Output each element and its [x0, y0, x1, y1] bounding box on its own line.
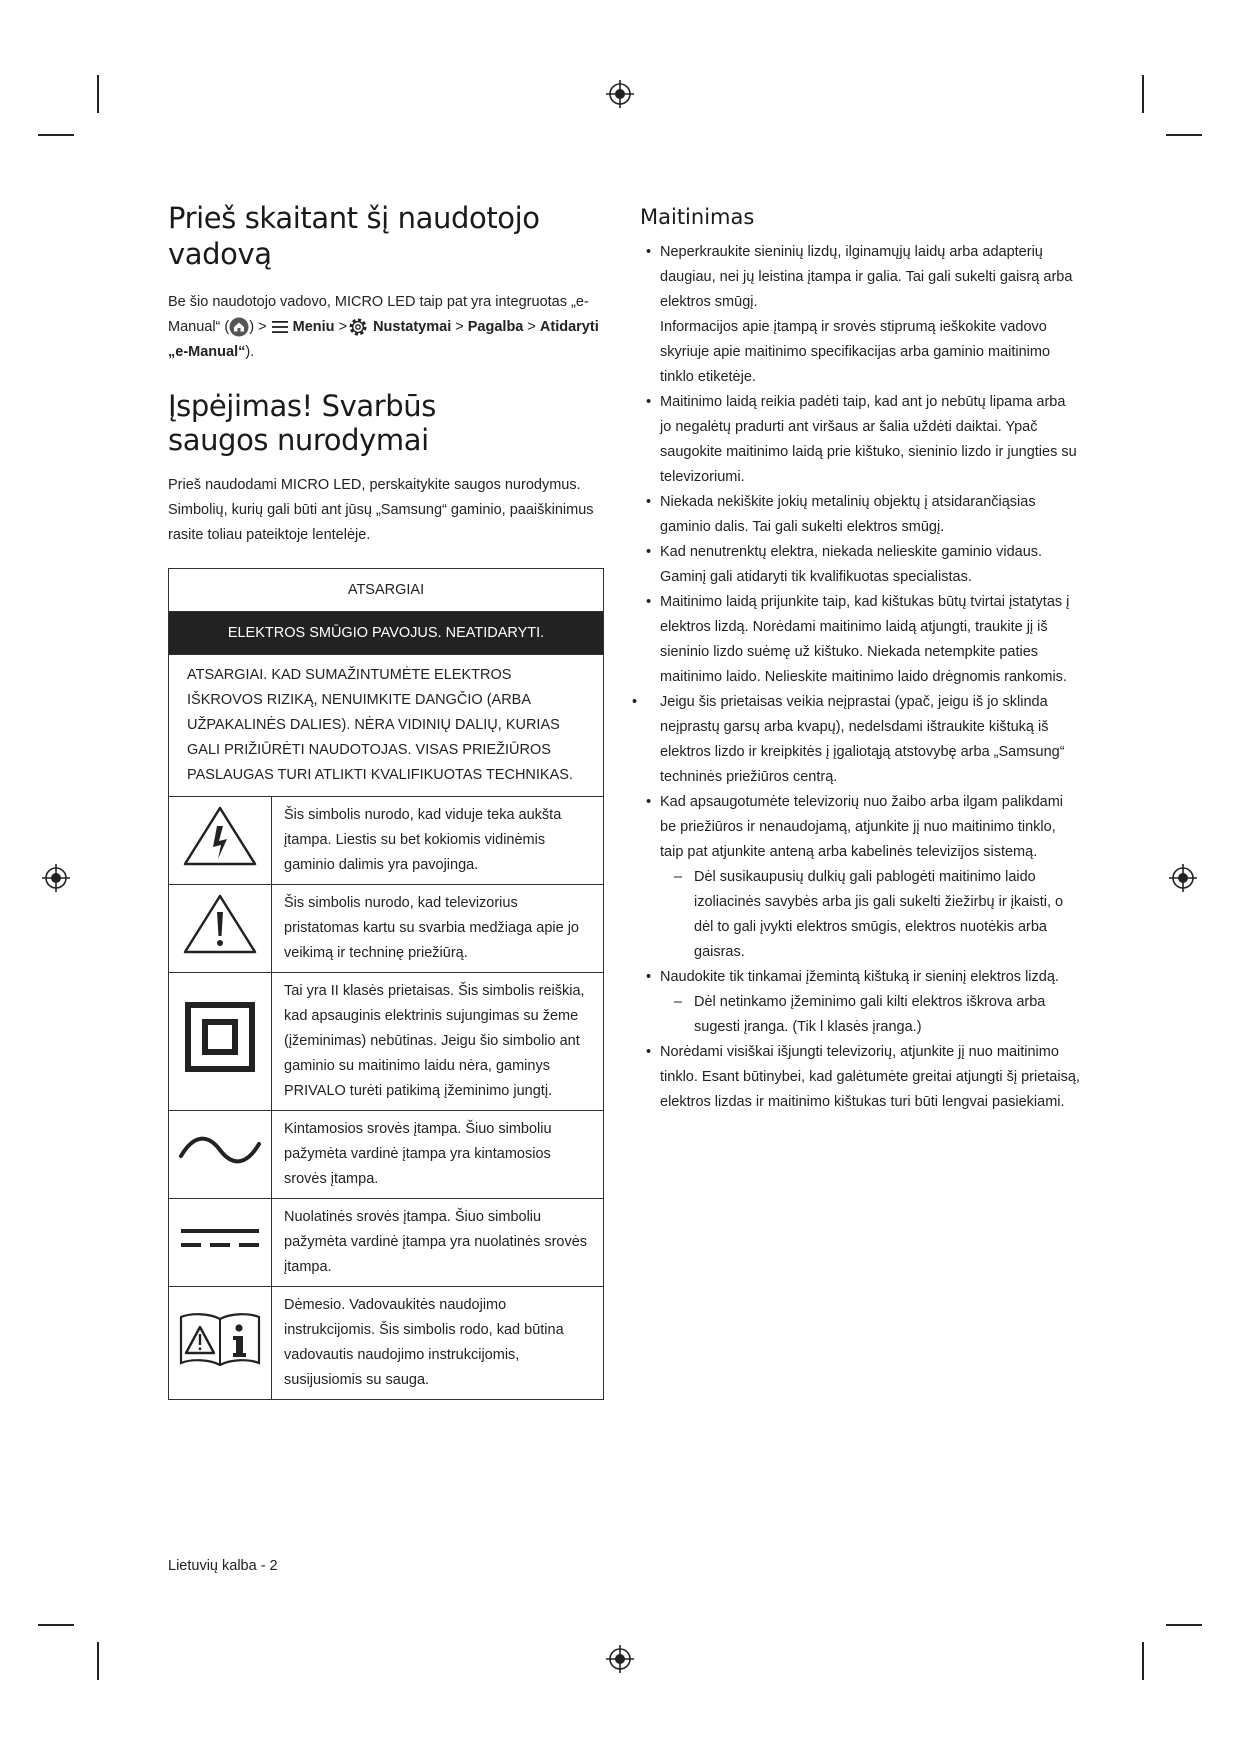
- list-item: • Kad apsaugotumėte televizorių nuo žaibo arba ilgam palikdami be priežiūros ir nenaudojamą, atjunkite jį nuo maitinimo tinklo, taip pat atjunkite anteną arba kabelinės televizijos sistemą. – Dėl susikaupusių dulkių gali pablogėti maitinimo laido izoliacinės savybės arba jis gali sukelti žiežirbų ir įkaisti, o dėl to gali įvykti elektros smūgis, elektros nuotėkis arba gaisras.: [640, 790, 1080, 965]
- warning-intro: Prieš naudodami MICRO LED, perskaitykite saugos nurodymus. Simbolių, kurių gali būti ant jūsų „Samsung“ gaminio, paaiškinimus rasite toliau pateiktoje lentelėje.: [168, 477, 594, 543]
- symbol-description: Nuolatinės srovės įtampa. Šiuo simboliu pažymėta vardinė įtampa yra nuolatinės srovės įtampa.: [272, 1199, 604, 1287]
- symbol-description: Šis simbolis nurodo, kad televizorius pristatomas kartu su svarbia medžiaga apie jo veikimą ir techninę priežiūrą.: [272, 885, 604, 973]
- intro-sep: >: [527, 319, 536, 335]
- high-voltage-icon: [182, 804, 258, 868]
- intro-sep: >: [338, 319, 348, 335]
- hamburger-menu-icon: [271, 319, 289, 335]
- intro-sep: ) >: [249, 319, 267, 335]
- table-row: [169, 1287, 604, 1400]
- symbol-description: Dėmesio. Vadovaukitės naudojimo instrukcijomis. Šis simbolis rodo, kad būtina vadovautis naudojimo instrukcijomis, susijusiomis su sauga.: [272, 1287, 604, 1400]
- list-item: • Neperkraukite sieninių lizdų, ilginamųjų laidų arba adapterių daugiau, nei jų leistina įtampa ir galia. Tai gali sukelti gaisrą arba elektros smūgį. Informacijos apie įtampą ir srovės stiprumą ieškokite vadovo skyriuje apie maitinimo specifikacijas arba gaminio maitinimo tinklo etiketėje.: [640, 240, 1080, 390]
- table-row: [169, 973, 604, 1111]
- gear-icon: [347, 316, 369, 338]
- exclamation-triangle-icon: [182, 892, 258, 956]
- list-item: • Maitinimo laidą prijunkite taip, kad kištukas būtų tvirtai įstatytas į elektros lizdą. Norėdami maitinimo laidą atjungti, traukite jį iš sieninio lizdo suėmę už kištuko. Niekada netempkite paties maitinimo laido. Nelieskite maitinimo laido drėgnomis rankomis.: [640, 590, 1080, 690]
- page-footer: Lietuvių kalba - 2: [168, 1558, 278, 1574]
- list-item: • Kad nenutrenktų elektra, niekada nelieskite gaminio vidaus. Gaminį gali atidaryti tik kvalifikuotas specialistas.: [640, 540, 1080, 590]
- crop-mark: [1166, 134, 1202, 136]
- registration-mark-icon: [41, 863, 71, 893]
- table-shock-warning: ELEKTROS SMŪGIO PAVOJUS. NEATIDARYTI.: [169, 612, 604, 655]
- registration-mark-icon: [605, 1644, 635, 1674]
- power-safety-list: [640, 240, 1080, 1115]
- registration-mark-icon: [605, 79, 635, 109]
- safety-symbols-table: [168, 568, 604, 1400]
- intro-end: ).: [245, 344, 255, 360]
- list-item: • Maitinimo laidą reikia padėti taip, kad ant jo nebūtų lipama arba jo negalėtų pradurti ant viršaus ar šalia uždėti daiktai. Ypač saugokite maitinimo laidą prie kištuko, sieninio lizdo ir jungties su televizoriumi.: [640, 390, 1080, 490]
- crop-mark: [97, 1642, 99, 1680]
- read-instructions-icon: [177, 1309, 263, 1369]
- home-icon: [229, 317, 249, 337]
- table-header-caution: ATSARGIAI: [169, 569, 604, 612]
- symbol-description: Tai yra II klasės prietaisas. Šis simbolis reiškia, kad apsauginis elektrinis sujungimas su žeme (įžeminimas) nebūtinas. Jeigu šio simbolio ant gaminio su maitinimo laidu nėra, gaminys PRIVALO turėti patikimą įžeminimo jungtį.: [272, 973, 604, 1111]
- class-ii-icon: [184, 1001, 256, 1073]
- right-column: [640, 204, 1080, 1115]
- table-row: [169, 1199, 604, 1287]
- crop-mark: [1166, 1624, 1202, 1626]
- list-item: • Norėdami visiškai išjungti televizorių, atjunkite jį nuo maitinimo tinklo. Esant būtinybei, kad galėtumėte greitai atjungti šį prietaisą, elektros lizdas ir maitinimo kištukas turi būti lengvai pasiekiami.: [640, 1040, 1080, 1115]
- crop-mark: [97, 75, 99, 113]
- symbol-description: Šis simbolis nurodo, kad viduje teka aukšta įtampa. Liestis su bet kokiomis vidinėmis gaminio dalimis yra pavojinga.: [272, 797, 604, 885]
- table-caution-text: ATSARGIAI. KAD SUMAŽINTUMĖTE ELEKTROS IŠKROVOS RIZIKĄ, NENUIMKITE DANGČIO (ARBA UŽPAKALINĖS DALIES). NĖRA VIDINIŲ DALIŲ, KURIAS GALI PRIŽIŪRĖTI NAUDOTOJAS. VISAS PRIEŽIŪROS PASLAUGAS TURI ATLIKTI KVALIFIKUOTAS TECHNIKAS.: [169, 655, 604, 797]
- warning-title: Įspėjimas! Svarbūs saugos nurodymai: [168, 389, 436, 457]
- list-item: • Niekada nekiškite jokių metalinių objektų į atsidarančiąsias gaminio dalis. Tai gali sukelti elektros smūgį.: [640, 490, 1080, 540]
- crop-mark: [1142, 75, 1144, 113]
- table-row: [169, 1111, 604, 1199]
- symbol-description: Kintamosios srovės įtampa. Šiuo simboliu pažymėta vardinė įtampa yra kintamosios srovės įtampa.: [272, 1111, 604, 1199]
- support-label: Pagalba: [467, 319, 524, 335]
- table-row: [169, 797, 604, 885]
- crop-mark: [38, 1624, 74, 1626]
- settings-label: Nustatymai: [373, 319, 452, 335]
- dc-voltage-icon: [178, 1223, 262, 1253]
- crop-mark: [1142, 1642, 1144, 1680]
- section-title: Maitinimas: [640, 205, 755, 229]
- sub-note: – Dėl netinkamo įžeminimo gali kilti elektros iškrova arba sugesti įranga. (Tik l klasės įranga.): [674, 990, 1080, 1040]
- intro-sep: >: [455, 319, 464, 335]
- registration-mark-icon: [1168, 863, 1198, 893]
- intro-paragraph: [168, 290, 604, 365]
- open-manual-label: Atidaryti „e-Manual“: [168, 319, 599, 360]
- left-column: [168, 200, 604, 1400]
- list-item-note: Informacijos apie įtampą ir srovės stiprumą ieškokite vadovo skyriuje apie maitinimo specifikacijas arba gaminio maitinimo tinklo etiketėje.: [660, 319, 1051, 385]
- crop-mark: [38, 134, 74, 136]
- ac-voltage-icon: [178, 1132, 262, 1168]
- page-title: Prieš skaitant šį naudotojo vadovą: [168, 201, 540, 271]
- table-row: [169, 885, 604, 973]
- intro-text: Be šio naudotojo vadovo, MICRO LED taip pat yra integruotas „e-Manual“ (: [168, 294, 589, 335]
- sub-note: – Dėl susikaupusių dulkių gali pablogėti maitinimo laido izoliacinės savybės arba jis gali sukelti žiežirbų ir įkaisti, o dėl to gali įvykti elektros smūgis, elektros nuotėkis arba gaisras.: [674, 865, 1080, 965]
- menu-label: Meniu: [292, 319, 335, 335]
- list-item: • Naudokite tik tinkamai įžemintą kištuką ir sieninį elektros lizdą. – Dėl netinkamo įžeminimo gali kilti elektros iškrova arba sugesti įranga. (Tik l klasės įranga.): [640, 965, 1080, 1040]
- list-item: • Jeigu šis prietaisas veikia neįprastai (ypač, jeigu iš jo sklinda neįprastų garsų arba kvapų), nedelsdami ištraukite kištuką iš elektros lizdo ir kreipkitės į įgaliotąją atstovybę arba „Samsung“ techninės priežiūros centrą.: [640, 690, 1080, 790]
